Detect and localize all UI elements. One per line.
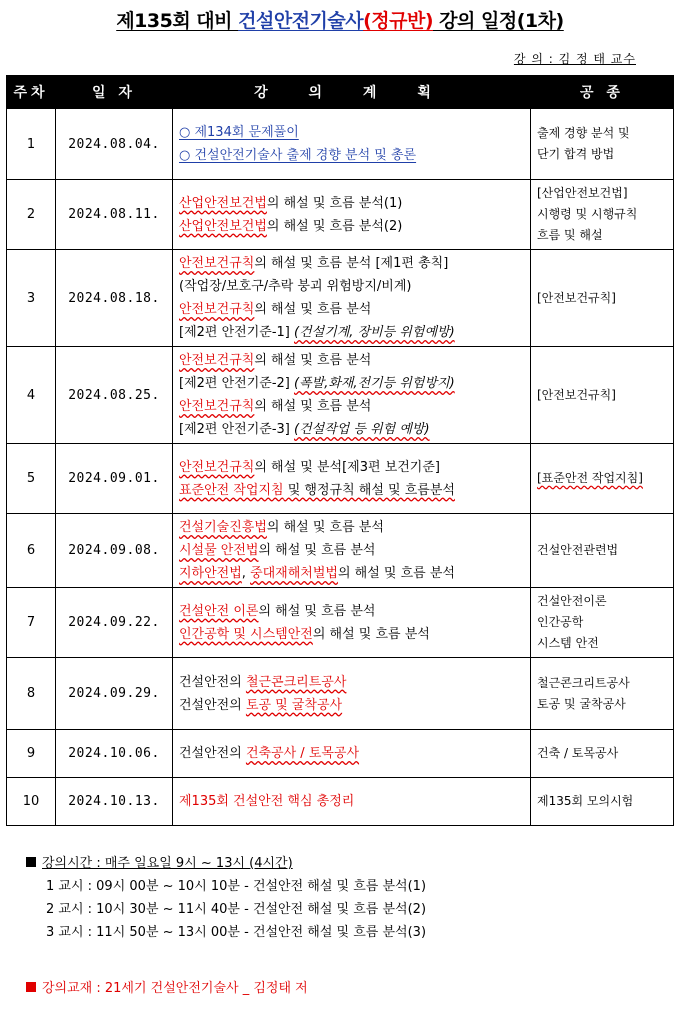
category: [안전보건규칙] — [531, 347, 674, 444]
category: 건설안전이론 인간공학 시스템 안전 — [531, 588, 674, 658]
page-title: 제135회 대비 건설안전기술사(정규반) 강의 일정(1차) — [116, 10, 564, 32]
category: 제135회 모의시험 — [531, 778, 674, 826]
lecture-date: 2024.09.29. — [56, 658, 173, 730]
square-bullet-icon — [26, 857, 36, 867]
lecture-date: 2024.08.11. — [56, 180, 173, 250]
lecture-date: 2024.09.08. — [56, 514, 173, 588]
lecture-date: 2024.10.06. — [56, 730, 173, 778]
schedule-heading: 강의시간 : 매주 일요일 9시 ~ 13시 (4시간) — [42, 856, 293, 871]
header-week: 주차 — [7, 76, 56, 109]
week-number: 3 — [7, 250, 56, 347]
category: [안전보건규칙] — [531, 250, 674, 347]
lecture-plan: 제135회 건설안전 핵심 총정리 — [173, 778, 531, 826]
square-bullet-icon — [26, 982, 36, 992]
lecture-plan: 산업안전보건법의 해설 및 흐름 분석(1) 산업안전보건법의 해설 및 흐름 분석(2) — [173, 180, 531, 250]
week-number: 4 — [7, 347, 56, 444]
table-row — [7, 514, 674, 588]
lecture-date: 2024.10.13. — [56, 778, 173, 826]
lecture-time-info — [26, 852, 426, 944]
table-header-row — [7, 76, 674, 109]
textbook-info: 강의교재 : 21세기 건설안전기술사 _ 김정태 저 — [26, 977, 308, 996]
lecturer-label: 강 의 : 김 정 태 교수 — [513, 52, 636, 66]
category: 출제 경향 분석 및 단기 합격 방법 — [531, 109, 674, 180]
period-line: 3 교시 : 11시 50분 ~ 13시 00분 - 건설안전 해설 및 흐름 분석(3) — [46, 925, 427, 940]
table-row — [7, 347, 674, 444]
week-number: 9 — [7, 730, 56, 778]
lecture-plan: 건설기술진흥법의 해설 및 흐름 분석 시설물 안전법의 해설 및 흐름 분석 지하안전법, 중대재해처벌법의 해설 및 흐름 분석 — [173, 514, 531, 588]
week-number: 6 — [7, 514, 56, 588]
week-number: 1 — [7, 109, 56, 180]
lecture-plan: 건설안전 이론의 해설 및 흐름 분석 인간공학 및 시스템안전의 해설 및 흐름 분석 — [173, 588, 531, 658]
table-row — [7, 730, 674, 778]
lecture-plan: 건설안전의 철근콘크리트공사 건설안전의 토공 및 굴착공사 — [173, 658, 531, 730]
table-row — [7, 444, 674, 514]
lecture-plan: 안전보건규칙의 해설 및 흐름 분석 [제1편 총칙] (작업장/보호구/추락 붕괴 위험방지/비계) 안전보건규칙의 해설 및 흐름 분석 [제2편 안전기준-1] (건설기계, 장비등 위험예방) — [173, 250, 531, 347]
category: 철근콘크리트공사 토공 및 굴착공사 — [531, 658, 674, 730]
period-line: 2 교시 : 10시 30분 ~ 11시 40분 - 건설안전 해설 및 흐름 분석(2) — [46, 902, 427, 917]
table-row — [7, 250, 674, 347]
schedule-table — [6, 75, 674, 826]
lecture-date: 2024.08.04. — [56, 109, 173, 180]
week-number: 7 — [7, 588, 56, 658]
category: 건설안전관련법 — [531, 514, 674, 588]
week-number: 2 — [7, 180, 56, 250]
week-number: 10 — [7, 778, 56, 826]
table-row — [7, 180, 674, 250]
header-plan: 강 의 계 획 — [173, 76, 531, 109]
header-category: 공 종 — [531, 76, 674, 109]
category: [표준안전 작업지침] — [531, 444, 674, 514]
week-number: 5 — [7, 444, 56, 514]
table-row — [7, 778, 674, 826]
week-number: 8 — [7, 658, 56, 730]
table-row — [7, 588, 674, 658]
lecture-plan: 안전보건규칙의 해설 및 흐름 분석 [제2편 안전기준-2] (폭발,화재,전기등 위험방지) 안전보건규칙의 해설 및 흐름 분석 [제2편 안전기준-3] (건설작업 등 위험 예방) — [173, 347, 531, 444]
category: 건축 / 토목공사 — [531, 730, 674, 778]
header-date: 일 자 — [56, 76, 173, 109]
lecture-date: 2024.09.22. — [56, 588, 173, 658]
table-row — [7, 109, 674, 180]
lecture-plan: ○ 제134회 문제풀이 ○ 건설안전기술사 출제 경향 분석 및 총론 — [173, 109, 531, 180]
category: [산업안전보건법] 시행령 및 시행규칙 흐름 및 해설 — [531, 180, 674, 250]
lecture-plan: 안전보건규칙의 해설 및 분석[제3편 보건기준] 표준안전 작업지침 및 행정규칙 해설 및 흐름분석 — [173, 444, 531, 514]
lecture-date: 2024.09.01. — [56, 444, 173, 514]
lecture-date: 2024.08.18. — [56, 250, 173, 347]
lecture-date: 2024.08.25. — [56, 347, 173, 444]
period-line: 1 교시 : 09시 00분 ~ 10시 10분 - 건설안전 해설 및 흐름 분석(1) — [46, 879, 427, 894]
lecture-plan: 건설안전의 건축공사 / 토목공사 — [173, 730, 531, 778]
table-row — [7, 658, 674, 730]
